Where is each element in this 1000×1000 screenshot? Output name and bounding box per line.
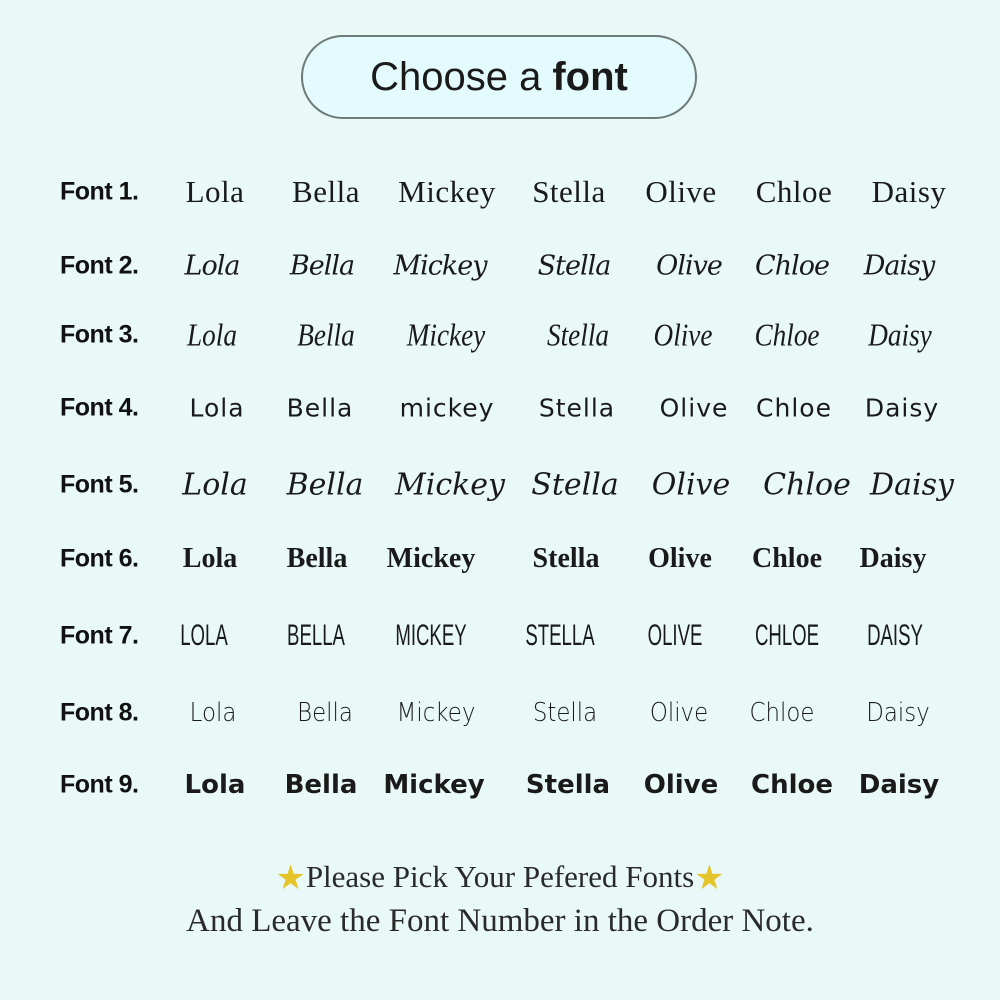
font-row bbox=[0, 455, 1000, 515]
name-sample: Chloe bbox=[751, 770, 833, 800]
name-sample: Chloe bbox=[755, 174, 833, 209]
name-sample: Mickey bbox=[386, 543, 476, 574]
star-icon: ★ bbox=[275, 860, 306, 897]
font-row-label: Font 5. bbox=[60, 470, 139, 499]
name-sample: Lola bbox=[189, 698, 237, 728]
name-sample: Bella bbox=[284, 770, 358, 800]
name-sample: Daisy bbox=[871, 174, 947, 209]
name-sample: Lola bbox=[182, 543, 238, 574]
name-sample: Chloe bbox=[749, 698, 815, 728]
name-sample: Stella bbox=[531, 467, 619, 503]
name-sample: Bella bbox=[286, 467, 364, 503]
name-sample: MICKEY bbox=[395, 619, 467, 652]
name-sample: Daisy bbox=[866, 698, 930, 728]
name-sample: Lola bbox=[182, 467, 248, 503]
name-sample: Olive bbox=[649, 698, 709, 728]
font-row-label: Font 9. bbox=[60, 770, 139, 799]
name-sample: mickey bbox=[399, 393, 495, 423]
font-row-label: Font 3. bbox=[60, 320, 139, 349]
font-row-label: Font 6. bbox=[60, 544, 139, 573]
name-sample: Bella bbox=[297, 698, 353, 728]
name-sample: Lola bbox=[189, 393, 245, 423]
name-sample: Chloe bbox=[755, 250, 829, 282]
name-sample: Stella bbox=[532, 174, 606, 209]
name-sample: Daisy bbox=[870, 467, 954, 503]
name-sample: Stella bbox=[532, 543, 600, 574]
name-sample: Stella bbox=[537, 250, 611, 282]
footer-line-1 bbox=[0, 858, 1000, 898]
name-sample: Chloe bbox=[752, 543, 822, 574]
name-sample: Mickey bbox=[398, 174, 496, 209]
name-sample: Bella bbox=[286, 393, 354, 423]
font-row bbox=[0, 236, 1000, 296]
name-sample: Chloe bbox=[763, 467, 851, 503]
name-sample: Olive bbox=[656, 250, 722, 282]
name-sample: Mickey bbox=[395, 467, 505, 503]
name-sample: LOLA bbox=[180, 619, 228, 652]
name-sample: Olive bbox=[659, 393, 729, 423]
font-row bbox=[0, 162, 1000, 222]
name-sample: Daisy bbox=[863, 250, 935, 282]
font-row bbox=[0, 378, 1000, 438]
name-sample: Bella bbox=[286, 543, 348, 574]
name-sample: Lola bbox=[184, 250, 240, 282]
name-sample: Olive bbox=[653, 316, 713, 353]
footer-line-2: And Leave the Font Number in the Order Note. bbox=[186, 903, 814, 939]
header-bold: font bbox=[552, 54, 628, 99]
font-row-label: Font 7. bbox=[60, 621, 139, 650]
name-sample: Chloe bbox=[756, 393, 832, 423]
name-sample: Olive bbox=[651, 467, 731, 503]
name-sample: Stella bbox=[547, 316, 609, 353]
name-sample: Bella bbox=[289, 250, 355, 282]
name-sample: BELLA bbox=[287, 619, 345, 652]
font-row-label: Font 2. bbox=[60, 251, 139, 280]
name-sample: Lola bbox=[187, 316, 237, 353]
name-sample: DAISY bbox=[867, 619, 923, 652]
name-sample: Daisy bbox=[859, 543, 927, 574]
name-sample: Bella bbox=[292, 174, 360, 209]
name-sample: Daisy bbox=[858, 770, 940, 800]
name-sample: Mickey bbox=[396, 698, 476, 728]
name-sample: Daisy bbox=[868, 316, 932, 353]
font-row bbox=[0, 683, 1000, 743]
font-row-label: Font 8. bbox=[60, 698, 139, 727]
name-sample: STELLA bbox=[525, 619, 595, 652]
name-sample: Mickey bbox=[383, 770, 485, 800]
font-row bbox=[0, 305, 1000, 365]
name-sample: Stella bbox=[538, 393, 616, 423]
name-sample: Bella bbox=[297, 316, 355, 353]
font-row-label: Font 4. bbox=[60, 393, 139, 422]
name-sample: Olive bbox=[648, 543, 712, 574]
name-sample: Chloe bbox=[754, 316, 820, 353]
header-prefix: Choose a bbox=[370, 54, 542, 99]
name-sample: Mickey bbox=[406, 316, 486, 353]
name-sample: Lola bbox=[184, 770, 246, 800]
name-sample: Daisy bbox=[864, 393, 940, 423]
name-sample: CHLOE bbox=[754, 619, 820, 652]
name-sample: Stella bbox=[532, 698, 598, 728]
font-row-label: Font 1. bbox=[60, 177, 139, 206]
name-sample: Olive bbox=[645, 174, 717, 209]
footer-text-1: Please Pick Your Pefered Fonts bbox=[305, 859, 695, 894]
name-sample: OLIVE bbox=[647, 619, 703, 652]
font-row bbox=[0, 529, 1000, 589]
font-row bbox=[0, 755, 1000, 815]
name-sample: Lola bbox=[185, 174, 245, 209]
star-icon: ★ bbox=[694, 860, 725, 897]
name-sample: Olive bbox=[643, 770, 719, 800]
font-row bbox=[0, 606, 1000, 666]
name-sample: Stella bbox=[525, 770, 611, 800]
name-sample: Mickey bbox=[393, 250, 487, 282]
